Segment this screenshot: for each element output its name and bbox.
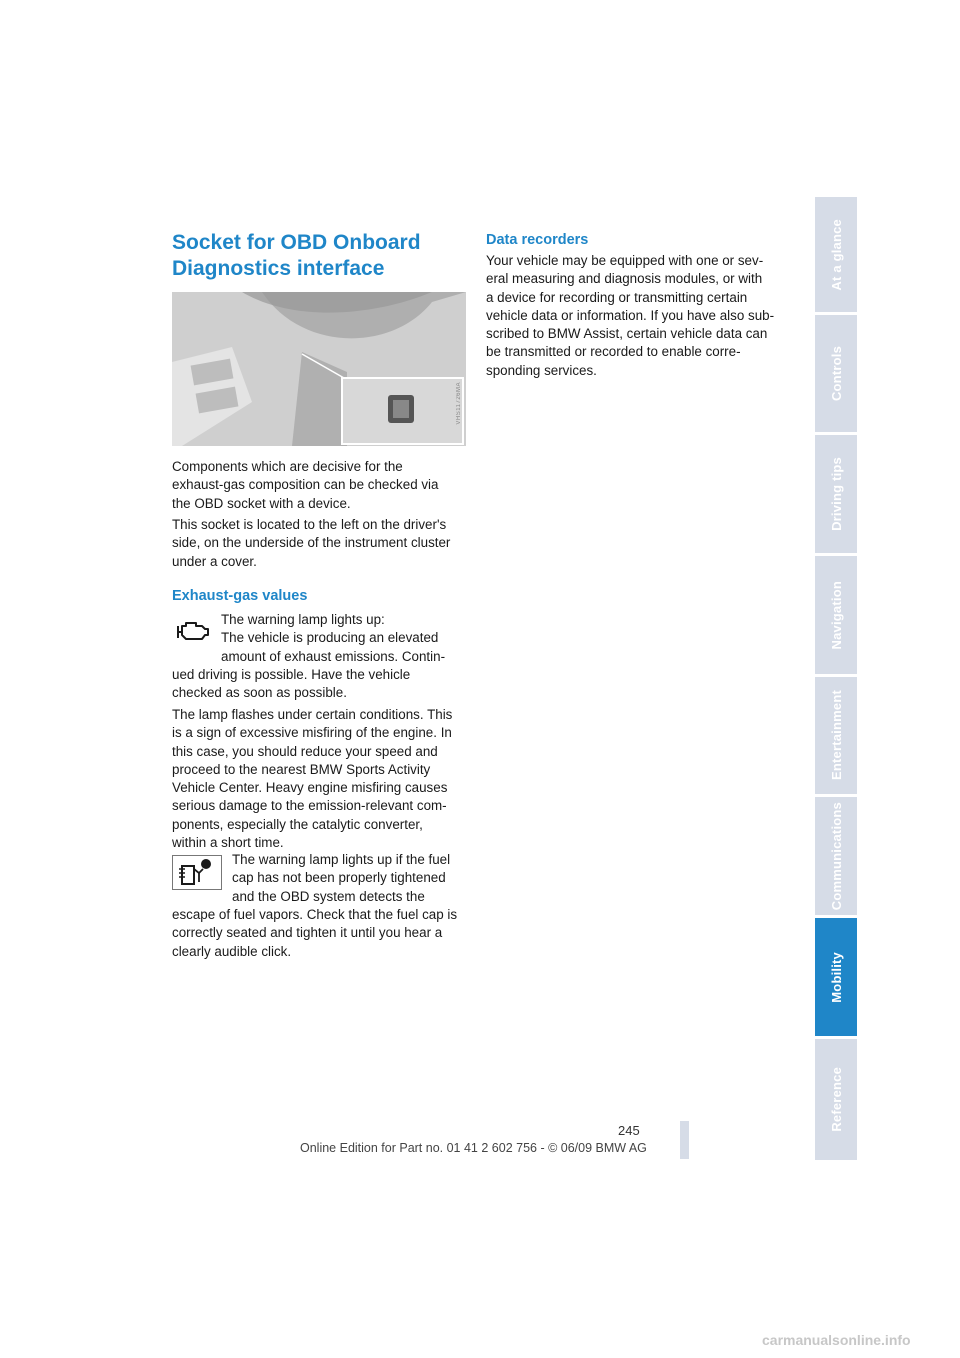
tab-label: At a glance [828, 218, 844, 291]
tab-reference[interactable] [815, 1039, 857, 1160]
text-line: vehicle data or information. If you have also sub- [486, 307, 775, 323]
lamp1-text-rest [172, 666, 472, 703]
text-line: a device for recording or transmitting certain [486, 289, 748, 305]
tab-at-a-glance[interactable] [815, 197, 857, 312]
text-line: The lamp flashes under certain conditions. This [172, 707, 453, 722]
tab-label: Communications [828, 801, 844, 911]
text-line: side, on the underside of the instrument cluster [172, 535, 451, 551]
text-line: checked as soon as possible. [172, 685, 347, 701]
text-line: serious damage to the emission-relevant com- [172, 798, 447, 814]
lamp1-indented-text [221, 611, 471, 666]
text-line: scribed to BMW Assist, certain vehicle data can [486, 326, 768, 342]
text-line: proceed to the nearest BMW Sports Activity [172, 761, 431, 777]
intro-paragraph-2 [172, 516, 472, 571]
tab-communications[interactable] [815, 797, 857, 915]
tab-label: Mobility [828, 951, 844, 1003]
text-line: sponding services. [486, 362, 597, 378]
text-line: clearly audible click. [172, 943, 292, 959]
exhaust-gas-heading: Exhaust-gas values [172, 588, 308, 604]
page-title [172, 230, 472, 282]
tab-controls[interactable] [815, 315, 857, 432]
tab-entertainment[interactable] [815, 677, 857, 794]
text-line: The vehicle is producing an elevated [221, 630, 439, 646]
text-line: Components which are decisive for the [172, 459, 403, 474]
text-line: escape of fuel vapors. Check that the fuel cap is [172, 907, 458, 922]
text-line: be transmitted or recorded to enable corre- [486, 344, 741, 360]
text-line: The warning lamp lights up: [221, 612, 385, 627]
photo-reference-code: VHS11726MA [456, 382, 462, 425]
text-line: is a sign of excessive misfiring of the engine. In [172, 725, 452, 741]
lamp2-indented-text [232, 851, 472, 906]
flash-paragraph [172, 706, 472, 852]
page-marker-bar [680, 1121, 689, 1159]
title-line-1: Socket for OBD Onboard [172, 231, 421, 254]
obd-photo-illustration [172, 292, 466, 446]
text-line: Vehicle Center. Heavy engine misfiring causes [172, 780, 448, 796]
text-line: cap has not been properly tightened [232, 870, 446, 886]
title-line-2: Diagnostics interface [172, 257, 385, 280]
data-recorders-paragraph [486, 252, 786, 380]
tab-mobility[interactable] [815, 918, 857, 1036]
tab-label: Entertainment [828, 690, 844, 781]
check-engine-icon [172, 617, 214, 647]
text-line: and the OBD system detects the [232, 888, 425, 904]
text-line: The warning lamp lights up if the fuel [232, 852, 451, 867]
text-line: ued driving is possible. Have the vehicle [172, 667, 411, 682]
tab-driving-tips[interactable] [815, 435, 857, 553]
page-number: 245 [618, 1123, 640, 1138]
text-line: correctly seated and tighten it until you hear a [172, 925, 443, 941]
data-recorders-heading: Data recorders [486, 232, 589, 248]
text-line: under a cover. [172, 553, 257, 569]
text-line: exhaust-gas composition can be checked via [172, 477, 439, 493]
tab-label: Navigation [828, 580, 844, 650]
tab-label: Reference [828, 1067, 844, 1132]
watermark-text: carmanualsonline.info [762, 1332, 911, 1348]
tab-navigation[interactable] [815, 556, 857, 674]
text-line: amount of exhaust emissions. Contin- [221, 648, 446, 664]
text-line: ponents, especially the catalytic converter, [172, 816, 423, 832]
lamp2-text-rest [172, 906, 472, 961]
intro-paragraph-1 [172, 458, 472, 513]
text-line: within a short time. [172, 835, 284, 851]
footer-edition-text: Online Edition for Part no. 01 41 2 602 756 - © 06/09 BMW AG [300, 1141, 647, 1155]
fuel-cap-icon [172, 855, 222, 890]
text-line: the OBD socket with a device. [172, 495, 351, 511]
tab-label: Controls [828, 345, 844, 402]
chapter-tabs [815, 197, 857, 1160]
obd-socket-photo [172, 292, 466, 446]
text-line: eral measuring and diagnosis modules, or with [486, 271, 763, 287]
text-line: this case, you should reduce your speed and [172, 743, 438, 759]
text-line: This socket is located to the left on the driver's [172, 517, 447, 532]
text-line: Your vehicle may be equipped with one or sev- [486, 253, 764, 268]
tab-label: Driving tips [828, 457, 844, 531]
